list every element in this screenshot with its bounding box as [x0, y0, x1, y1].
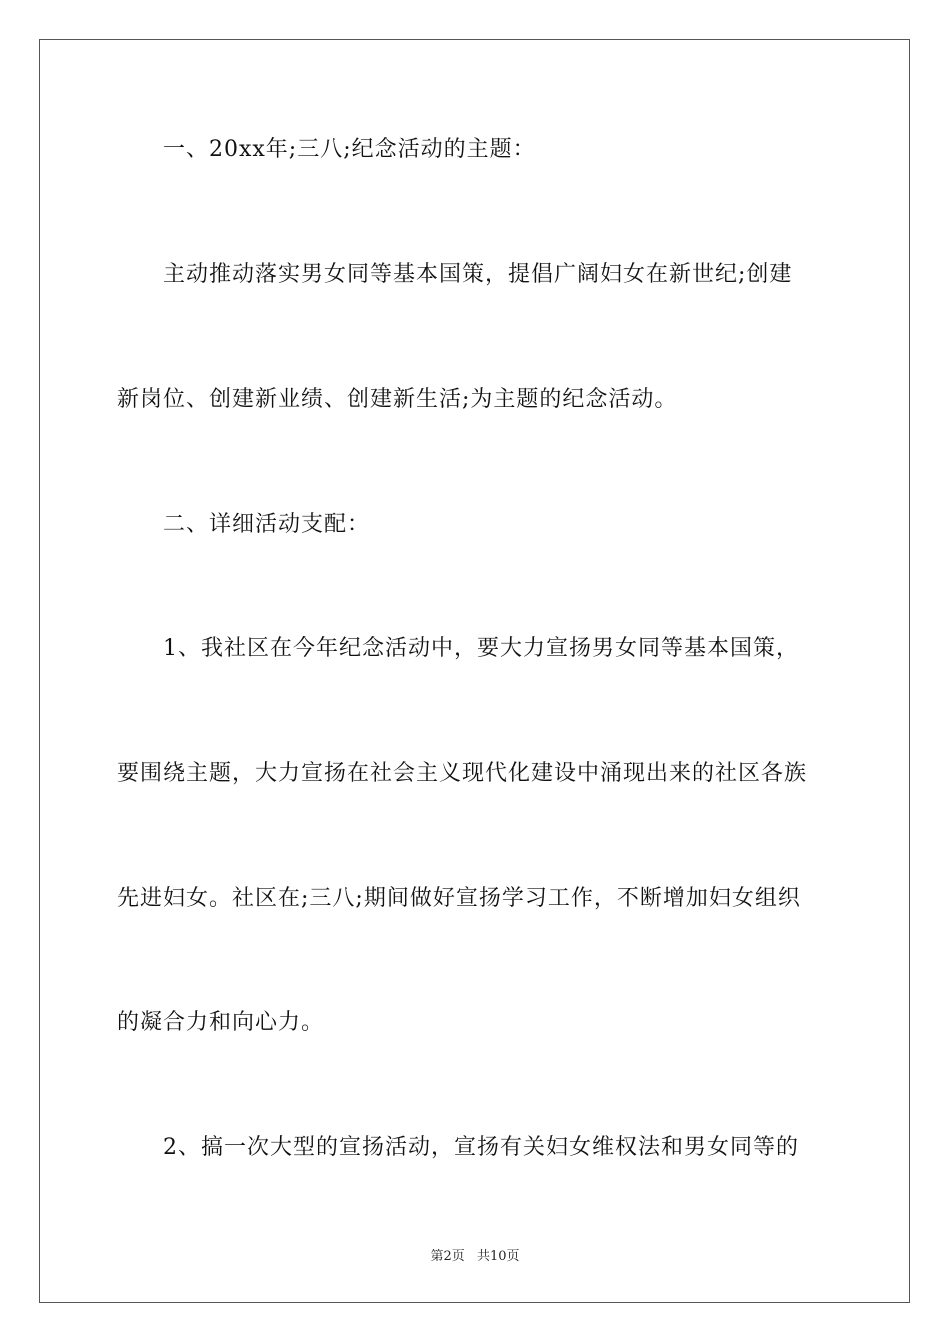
page-border: [39, 39, 910, 1303]
paragraph-line: 的凝合力和向心力。: [117, 1010, 325, 1035]
section-heading-2: 二、详细活动支配：: [163, 512, 371, 537]
paragraph-line: 主动推动落实男女同等基本国策，提倡广阔妇女在新世纪;创建: [163, 262, 793, 287]
paragraph-line: 新岗位、创建新业绩、创建新生活;为主题的纪念活动。: [117, 387, 678, 412]
paragraph-line: 2、搞一次大型的宣扬活动，宣扬有关妇女维权法和男女同等的: [163, 1135, 799, 1160]
paragraph-line: 先进妇女。社区在;三八;期间做好宣扬学习工作，不断增加妇女组织: [117, 886, 801, 911]
page-number: 第2页: [430, 1249, 465, 1264]
page-total: 共10页: [476, 1249, 520, 1264]
section-heading-1: 一、20xx年;三八;纪念活动的主题：: [163, 137, 536, 162]
page-footer: [0, 1248, 950, 1266]
paragraph-line: 1、我社区在今年纪念活动中，要大力宣扬男女同等基本国策，: [163, 636, 799, 661]
paragraph-line: 要围绕主题，大力宣扬在社会主义现代化建设中涌现出来的社区各族: [117, 761, 808, 786]
